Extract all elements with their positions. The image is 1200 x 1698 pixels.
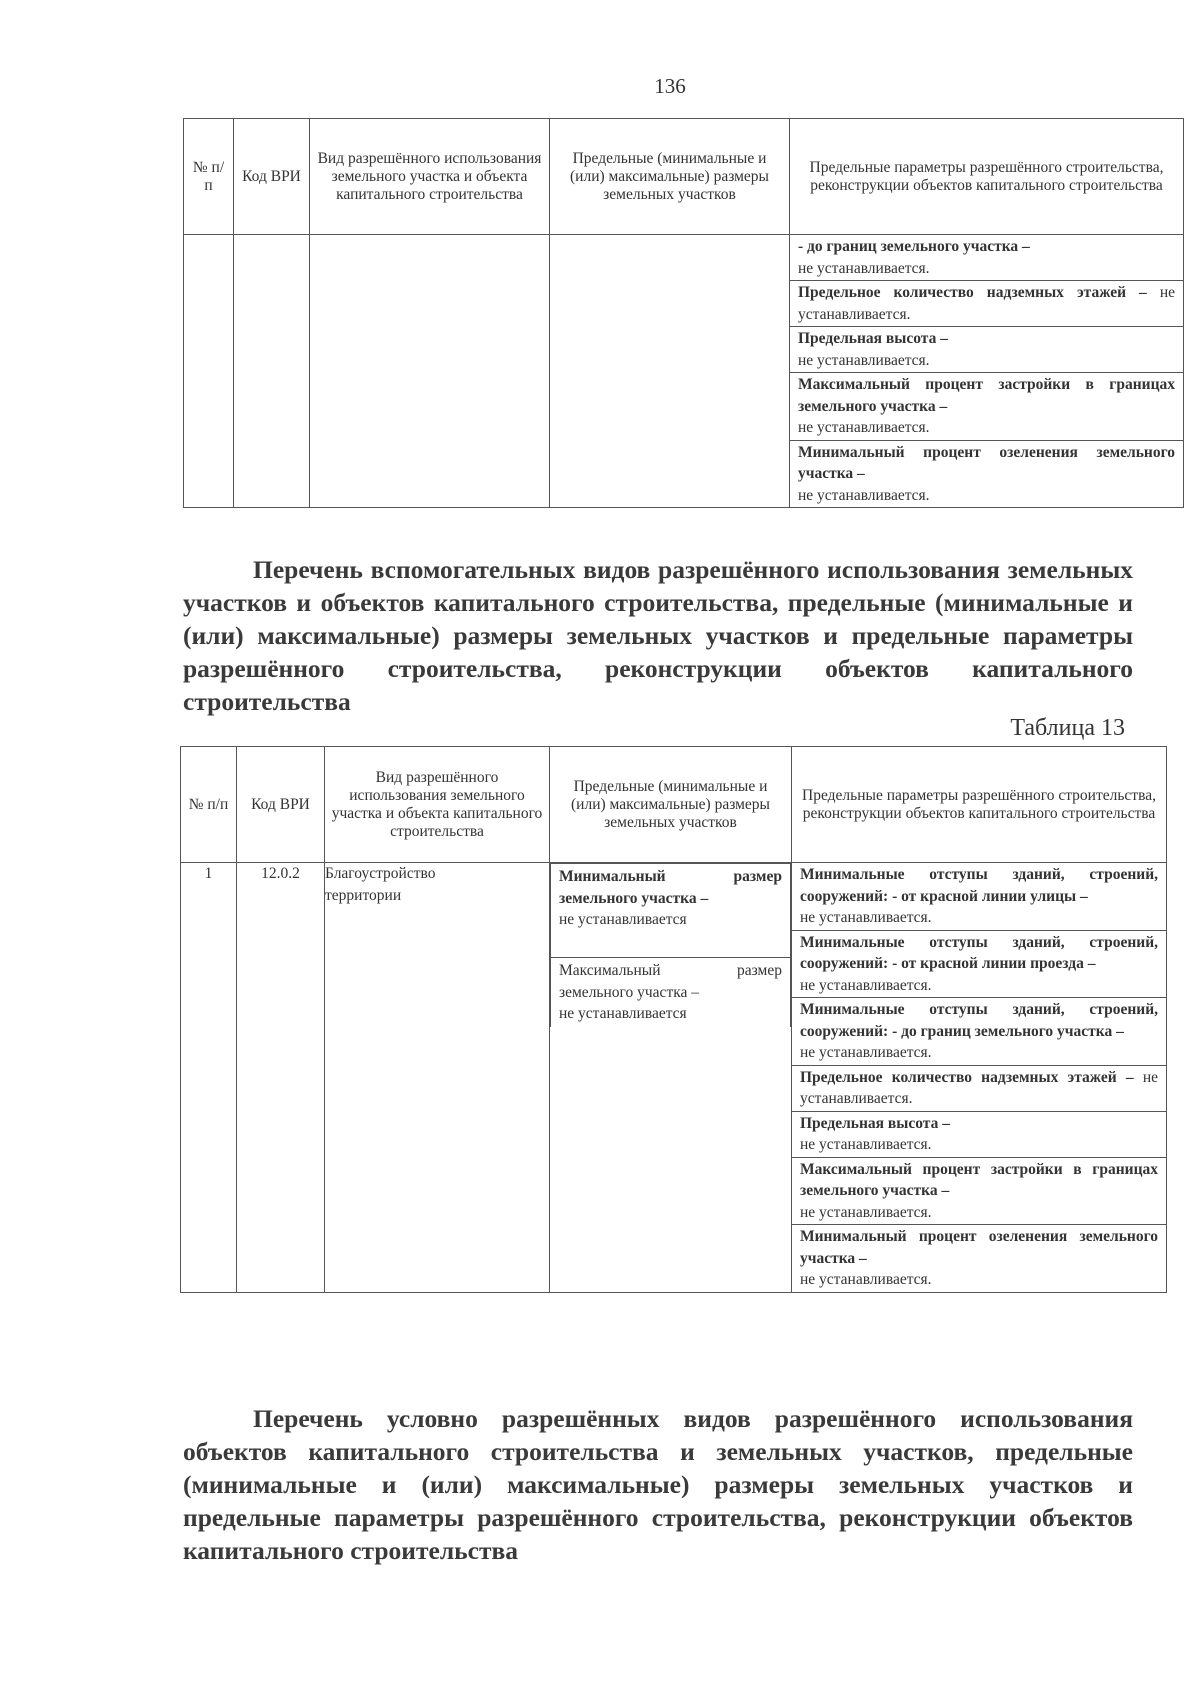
table-13 <box>180 746 1167 1293</box>
land-size-item: Минимальный размер земельного участка – не устанавливается <box>559 868 782 928</box>
header-use-type: Вид разрешённого использования земельного участка и объекта капитального строительства <box>310 119 550 235</box>
params-cell <box>790 235 1184 508</box>
land-size-item: Максимальный размер земельного участка – не устанавливается <box>559 962 782 1022</box>
table-label: Таблица 13 <box>1010 715 1125 741</box>
params-cell <box>792 863 1167 1293</box>
header-params: Предельные параметры разрешённого строительства, реконструкции объектов капитального строительства <box>790 119 1184 235</box>
row-num: 1 <box>181 863 237 1293</box>
empty-cell <box>550 235 790 508</box>
param-item: Минимальный процент озеленения земельного участка – не устанавливается. <box>798 443 1175 504</box>
header-land-sizes: Предельные (минимальные и (или) максимальные) размеры земельных участков <box>550 747 792 863</box>
param-item: Предельное количество надземных этажей – не устанавливается. <box>790 281 1183 327</box>
param-item: Минимальный процент озеленения земельного участка – не устанавливается. <box>800 1228 1158 1288</box>
param-item: Минимальные отступы зданий, строений, сооружений: - от красной линии проезда – не устанавливается. <box>792 931 1166 999</box>
header-params: Предельные параметры разрешённого строительства, реконструкции объектов капитального строительства <box>792 747 1167 863</box>
header-num: № п/п <box>184 119 234 235</box>
header-code: Код ВРИ <box>237 747 325 863</box>
row-code: 12.0.2 <box>237 863 325 1293</box>
param-item: Предельная высота – не устанавливается. <box>792 1112 1166 1158</box>
heading-auxiliary-uses: Перечень вспомогательных видов разрешённого использования земельных участков и объектов капитального строительства, предельные (минимальные и (или) максимальные) размеры земельных участков и предельные параметры разрешённого строительства, реконструкции объектов капитального строительства <box>183 555 1133 716</box>
param-item: Минимальные отступы зданий, строений, сооружений: - от красной линии улицы – не устанавливается. <box>792 863 1166 931</box>
param-item: Предельная высота – не устанавливается. <box>790 327 1183 373</box>
param-item: - до границ земельного участка – не устанавливается. <box>790 235 1183 281</box>
land-sizes-cell <box>550 863 792 1293</box>
row-use-type: Благоустройство территории <box>325 863 550 1293</box>
empty-cell <box>234 235 310 508</box>
header-use-type: Вид разрешённого использования земельного участка и объекта капитального строительства <box>325 747 550 863</box>
empty-cell <box>184 235 234 508</box>
header-code: Код ВРИ <box>234 119 310 235</box>
param-item: Максимальный процент застройки в границах земельного участка – не устанавливается. <box>790 373 1183 441</box>
page-number: 136 <box>654 74 686 98</box>
table-row <box>181 863 1167 1293</box>
header-land-sizes: Предельные (минимальные и (или) максимальные) размеры земельных участков <box>550 119 790 235</box>
empty-cell <box>310 235 550 508</box>
heading-conditional-uses: Перечень условно разрешённых видов разрешённого использования объектов капитального строительства и земельных участков, предельные (минимальные и (или) максимальные) размеры земельных участков и предельные параметры разрешённого строительства, реконструкции объектов капитального строительства <box>183 1404 1133 1565</box>
param-item: Максимальный процент застройки в границах земельного участка – не устанавливается. <box>792 1158 1166 1226</box>
param-item: Минимальные отступы зданий, строений, сооружений: - до границ земельного участка – не устанавливается. <box>792 998 1166 1066</box>
continuation-table <box>183 118 1184 508</box>
header-num: № п/п <box>181 747 237 863</box>
param-item: Предельное количество надземных этажей – не устанавливается. <box>792 1066 1166 1112</box>
